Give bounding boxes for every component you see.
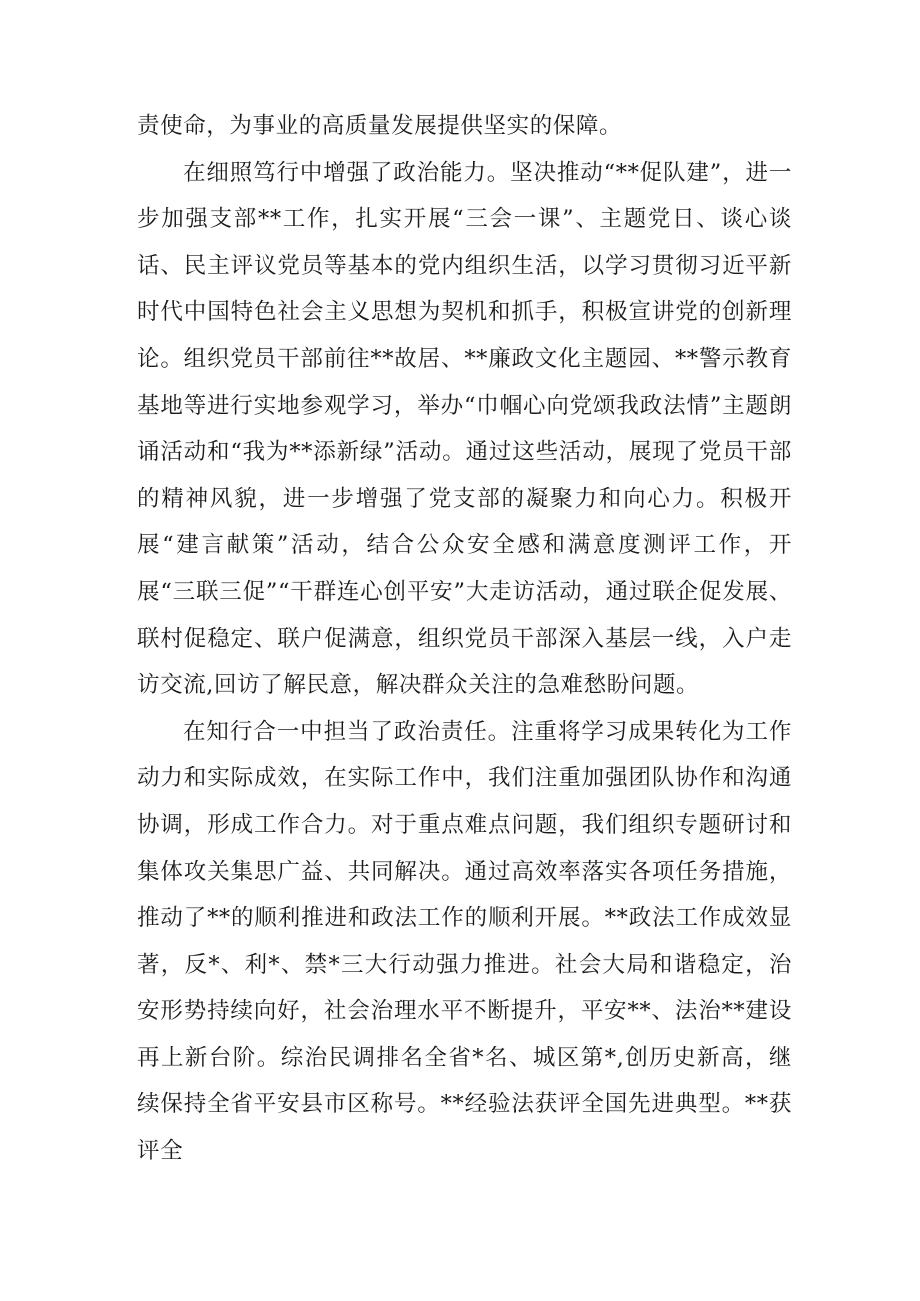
paragraph-political-responsibility: 在知行合一中担当了政治责任。注重将学习成果转化为工作动力和实际成效，在实际工作中，我们注重加强团队协作和沟通协调，形成工作合力。对于重点难点问题，我们组织专题研讨和集体攻关集思广益、共同解决。通过高效率落实各项任务措施，推动了**的顺利推进和政法工作的顺利开展。**政法工作成效显著，反*、利*、禁*三大行动强力推进。社会大局和谐稳定，治安形势持续向好，社会治理水平不断提升，平安**、法治**建设再上新台阶。综治民调排名全省*名、城区第*,创历史新高，继续保持全省平安县市区称号。**经验法获评全国先进典型。**获评全 [137, 718, 792, 1165]
paragraph-political-ability: 在细照笃行中增强了政治能力。坚决推动“**促队建”，进一步加强支部**工作，扎实开展“三会一课”、主题党日、谈心谈话、民主评议党员等基本的党内组织生活，以学习贯彻习近平新时代中国特色社会主义思想为契机和抓手，积极宣讲党的创新理论。组织党员干部前往**故居、**廉政文化主题园、**警示教育基地等进行实地参观学习，举办“巾帼心向党颂我政法情”主题朗诵活动和“我为**添新绿”活动。通过这些活动，展现了党员干部的精神风貌，进一步增强了党支部的凝聚力和向心力。积极开展“建言献策”活动，结合公众安全感和满意度测评工作，开展“三联三促”“干群连心创平安”大走访活动，通过联企促发展、联村促稳定、联户促满意，组织党员干部深入基层一线，入户走访交流,回访了解民意，解决群众关注的急难愁盼问题。 [137, 159, 792, 699]
paragraph-continuation: 责使命，为事业的高质量发展提供坚实的保障。 [137, 113, 623, 139]
document-body [137, 103, 792, 1175]
